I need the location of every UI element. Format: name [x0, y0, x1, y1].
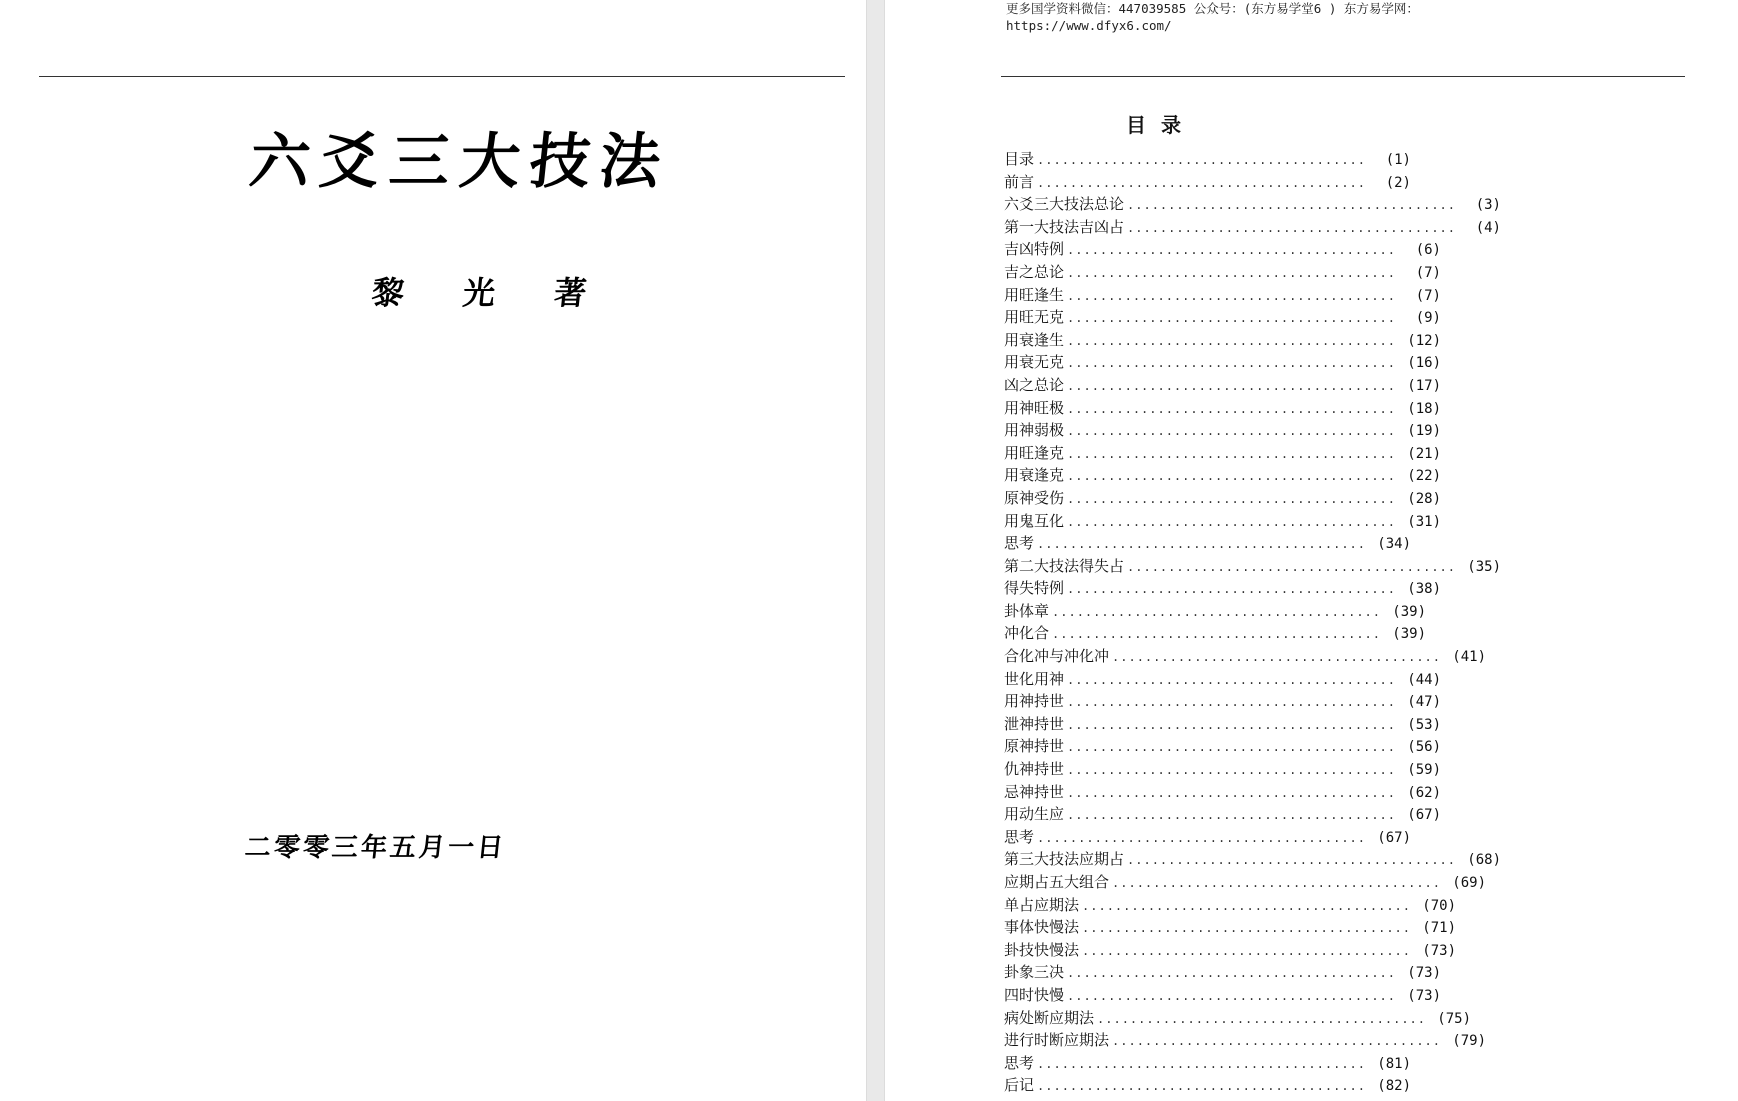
toc-entry-label: 用神持世	[1004, 692, 1065, 711]
toc-entry[interactable]	[1004, 351, 1441, 374]
toc-entry-label: 原神持世	[1004, 737, 1065, 756]
toc-leader-dots: ........................................	[1067, 740, 1396, 755]
toc-entry[interactable]	[1004, 916, 1456, 939]
toc-leader-dots: ........................................	[1067, 288, 1396, 303]
publication-date: 二零零三年五月一日	[243, 833, 508, 863]
toc-entry-page-number: (67)	[1407, 807, 1441, 824]
toc-entry-label: 用神旺极	[1004, 398, 1065, 417]
toc-entry[interactable]	[1004, 374, 1441, 397]
book-title: 六爻三大技法	[246, 127, 674, 197]
toc-entry-label: 用衰逢生	[1004, 330, 1065, 349]
toc-entry[interactable]	[1004, 668, 1441, 691]
toc-leader-dots: ........................................	[1067, 966, 1396, 981]
toc-leader-dots: ........................................	[1127, 559, 1456, 574]
toc-leader-dots: ........................................	[1067, 514, 1396, 529]
toc-entry-page-number: (39)	[1392, 603, 1426, 620]
header-line-1: 更多国学资料微信：447039585 公众号：(东方易学堂6 ) 东方易学网：	[1006, 1, 1419, 16]
toc-leader-dots: ........................................	[1037, 153, 1366, 167]
toc-entry-page-number: (6)	[1415, 242, 1441, 259]
toc-entry-page-number: (73)	[1407, 965, 1441, 982]
toc-entry-label: 用旺逢生	[1004, 285, 1065, 304]
toc-entry-label: 世化用神	[1004, 669, 1065, 688]
toc-entry-page-number: (56)	[1407, 739, 1441, 756]
toc-entry-page-number: (7)	[1415, 287, 1441, 304]
toc-leader-dots: ........................................	[1067, 311, 1396, 326]
toc-entry-label: 原神受伤	[1004, 488, 1065, 507]
toc-leader-dots: ........................................	[1067, 695, 1396, 710]
toc-leader-dots: ........................................	[1067, 582, 1396, 597]
toc-entry[interactable]	[1004, 329, 1441, 352]
toc-entry[interactable]	[1004, 261, 1441, 284]
toc-entry-page-number: (62)	[1407, 784, 1441, 801]
toc-leader-dots: ........................................	[1067, 988, 1396, 1003]
toc-entry-page-number: (3)	[1475, 197, 1501, 214]
toc-entry-page-number: (53)	[1407, 716, 1441, 733]
toc-leader-dots: ........................................	[1067, 401, 1396, 416]
toc-leader-dots: ........................................	[1067, 356, 1396, 371]
toc-entry-page-number: (39)	[1392, 626, 1426, 643]
toc-entry[interactable]	[1004, 216, 1501, 239]
toc-leader-dots: ........................................	[1112, 876, 1441, 890]
toc-entry-label: 卦象三决	[1004, 963, 1065, 982]
toc-entry-page-number: (70)	[1422, 897, 1456, 914]
toc-entry-page-number: (67)	[1377, 829, 1411, 846]
toc-leader-dots: ........................................	[1082, 943, 1411, 958]
toc-entry-page-number: (12)	[1407, 332, 1441, 349]
toc-entry[interactable]	[1004, 1029, 1486, 1052]
toc-entry[interactable]	[1004, 442, 1441, 465]
toc-leader-dots: ........................................	[1067, 672, 1396, 687]
toc-entry-page-number: (18)	[1407, 400, 1441, 417]
toc-entry-label: 用衰无克	[1004, 353, 1065, 372]
toc-entry[interactable]	[1004, 984, 1441, 1007]
toc-leader-dots: ........................................	[1037, 830, 1366, 845]
toc-leader-dots: ........................................	[1037, 1079, 1366, 1094]
toc-leader-dots: ........................................	[1112, 650, 1441, 665]
toc-leader-dots: ........................................	[1082, 921, 1411, 936]
toc-entry-page-number: (82)	[1377, 1078, 1411, 1095]
toc-entry-page-number: (69)	[1452, 875, 1486, 891]
toc-entry-page-number: (73)	[1407, 987, 1441, 1004]
toc-entry[interactable]	[1004, 397, 1441, 420]
header-line-2: https://www.dfyx6.com/	[1006, 18, 1172, 33]
toc-leader-dots: ........................................	[1067, 424, 1396, 439]
toc-leader-dots: ........................................	[1052, 627, 1381, 642]
toc-entry-label: 单占应期法	[1004, 895, 1080, 914]
toc-leader-dots: ........................................	[1067, 333, 1396, 348]
toc-entry-label: 合化冲与冲化冲	[1004, 647, 1110, 666]
toc-entry-label: 思考	[1004, 827, 1035, 846]
toc-entry-label: 进行时断应期法	[1004, 1031, 1110, 1050]
toc-entry-label: 思考	[1004, 534, 1035, 553]
toc-entry-label: 吉之总论	[1004, 262, 1065, 281]
page-gutter	[866, 0, 885, 1101]
toc-entry[interactable]	[1004, 894, 1456, 917]
toc-entry[interactable]	[1004, 961, 1441, 984]
toc-entry-page-number: (59)	[1407, 762, 1441, 779]
toc-entry-page-number: (47)	[1407, 694, 1441, 711]
cover-page	[0, 0, 866, 1101]
toc-entry-label: 用旺逢克	[1004, 443, 1065, 462]
toc-entry-label: 吉凶特例	[1004, 240, 1065, 259]
toc-entry-page-number: (16)	[1407, 355, 1441, 372]
toc-entry-page-number: (4)	[1475, 219, 1501, 236]
toc-leader-dots: ........................................	[1112, 1034, 1441, 1049]
toc-leader-dots: ........................................	[1067, 378, 1396, 393]
toc-leader-dots: ........................................	[1127, 853, 1456, 868]
toc-entry-page-number: (1)	[1385, 152, 1411, 168]
toc-leader-dots: ........................................	[1067, 243, 1396, 258]
toc-entry-label: 得失特例	[1004, 579, 1065, 598]
toc-entry[interactable]	[1004, 1074, 1411, 1097]
toc-entry[interactable]	[1004, 848, 1501, 871]
toc-list	[1004, 148, 1501, 1097]
toc-entry[interactable]	[1004, 555, 1501, 578]
toc-leader-dots: ........................................	[1052, 604, 1381, 619]
toc-entry-page-number: (7)	[1415, 264, 1441, 281]
toc-entry-label: 凶之总论	[1004, 375, 1065, 394]
toc-page	[884, 0, 1738, 1101]
toc-leader-dots: ........................................	[1067, 785, 1396, 800]
toc-entry-label: 忌神持世	[1004, 782, 1065, 801]
toc-entry-page-number: (2)	[1385, 174, 1411, 191]
toc-entry[interactable]	[1004, 1052, 1411, 1075]
toc-entry-label: 用衰逢克	[1004, 466, 1065, 485]
toc-entry[interactable]	[1004, 781, 1441, 804]
toc-entry-page-number: (81)	[1377, 1055, 1411, 1072]
toc-entry-page-number: (68)	[1467, 852, 1501, 869]
toc-entry[interactable]	[1004, 238, 1441, 261]
toc-entry-page-number: (19)	[1407, 423, 1441, 440]
toc-entry[interactable]	[1004, 532, 1411, 555]
toc-entry-page-number: (35)	[1467, 558, 1501, 575]
toc-entry-label: 第三大技法应期占	[1004, 850, 1125, 869]
toc-entry[interactable]	[1004, 758, 1441, 781]
toc-entry-label: 仇神持世	[1004, 760, 1065, 779]
header-rule	[1001, 76, 1685, 77]
toc-entry-page-number: (22)	[1407, 468, 1441, 485]
header-rule	[39, 76, 845, 77]
toc-entry-page-number: (21)	[1407, 445, 1441, 462]
toc-entry[interactable]	[1004, 735, 1441, 758]
toc-entry[interactable]	[1004, 193, 1501, 216]
toc-entry[interactable]	[1004, 645, 1486, 668]
toc-entry-label: 病处断应期法	[1004, 1008, 1095, 1027]
toc-entry-label: 思考	[1004, 1053, 1035, 1072]
toc-entry-page-number: (75)	[1437, 1010, 1471, 1027]
toc-entry-page-number: (28)	[1407, 490, 1441, 507]
toc-leader-dots: ........................................	[1037, 537, 1366, 552]
toc-entry-label: 前言	[1004, 172, 1035, 191]
toc-leader-dots: ........................................	[1067, 469, 1396, 484]
toc-heading: 目 录	[1126, 113, 1185, 137]
toc-entry[interactable]	[1004, 464, 1441, 487]
toc-entry-label: 卦体章	[1004, 601, 1050, 620]
toc-entry[interactable]	[1004, 487, 1441, 510]
toc-entry-page-number: (34)	[1377, 536, 1411, 553]
toc-leader-dots: ........................................	[1127, 220, 1456, 235]
toc-entry[interactable]	[1004, 803, 1441, 826]
toc-entry-page-number: (31)	[1407, 513, 1441, 530]
toc-entry-page-number: (17)	[1407, 377, 1441, 394]
toc-leader-dots: ........................................	[1067, 808, 1396, 823]
toc-entry[interactable]	[1004, 171, 1411, 194]
toc-entry-page-number: (79)	[1452, 1033, 1486, 1050]
toc-leader-dots: ........................................	[1067, 491, 1396, 506]
toc-entry-label: 第二大技法得失占	[1004, 556, 1125, 575]
toc-entry[interactable]	[1004, 577, 1441, 600]
toc-leader-dots: ........................................	[1082, 898, 1411, 913]
toc-leader-dots: ........................................	[1037, 1056, 1366, 1071]
toc-entry[interactable]	[1004, 284, 1441, 307]
toc-entry[interactable]	[1004, 1007, 1471, 1030]
toc-entry-label: 冲化合	[1004, 624, 1050, 643]
toc-entry-label: 第一大技法吉凶占	[1004, 217, 1125, 236]
toc-entry[interactable]	[1004, 306, 1441, 329]
toc-entry-page-number: (41)	[1452, 649, 1486, 666]
toc-entry-page-number: (9)	[1415, 310, 1441, 327]
toc-entry-label: 用鬼互化	[1004, 511, 1065, 530]
toc-entry-label: 事体快慢法	[1004, 918, 1080, 937]
toc-entry-label: 四时快慢	[1004, 985, 1065, 1004]
toc-entry[interactable]	[1004, 939, 1456, 962]
toc-entry[interactable]	[1004, 622, 1426, 645]
toc-entry[interactable]	[1004, 871, 1486, 894]
toc-leader-dots: ........................................	[1067, 265, 1396, 280]
toc-entry-label: 泄神持世	[1004, 714, 1065, 733]
toc-entry-page-number: (44)	[1407, 671, 1441, 688]
toc-leader-dots: ........................................	[1037, 175, 1366, 190]
toc-entry[interactable]	[1004, 600, 1426, 623]
toc-leader-dots: ........................................	[1067, 446, 1396, 461]
toc-entry-page-number: (38)	[1407, 581, 1441, 598]
book-author: 黎 光 著	[370, 274, 613, 312]
toc-entry-label: 后记	[1004, 1076, 1035, 1095]
toc-entry[interactable]	[1004, 690, 1441, 713]
toc-entry[interactable]	[1004, 510, 1441, 533]
toc-entry[interactable]	[1004, 826, 1411, 849]
page-header-note	[1006, 0, 1419, 34]
toc-leader-dots: ........................................	[1097, 1011, 1426, 1026]
toc-entry-label: 卦技快慢法	[1004, 940, 1080, 959]
toc-entry-label: 六爻三大技法总论	[1004, 195, 1125, 214]
toc-entry-page-number: (73)	[1422, 942, 1456, 959]
toc-entry-label: 用旺无克	[1004, 308, 1065, 327]
toc-leader-dots: ........................................	[1067, 717, 1396, 732]
toc-entry[interactable]	[1004, 419, 1441, 442]
toc-entry[interactable]	[1004, 148, 1411, 171]
toc-entry-label: 目录	[1004, 150, 1035, 168]
toc-entry-page-number: (71)	[1422, 920, 1456, 937]
toc-entry-label: 应期占五大组合	[1004, 873, 1110, 891]
toc-entry[interactable]	[1004, 713, 1441, 736]
toc-entry-label: 用神弱极	[1004, 421, 1065, 440]
toc-leader-dots: ........................................	[1067, 763, 1396, 778]
toc-entry-label: 用动生应	[1004, 805, 1065, 824]
toc-leader-dots: ........................................	[1127, 198, 1456, 213]
